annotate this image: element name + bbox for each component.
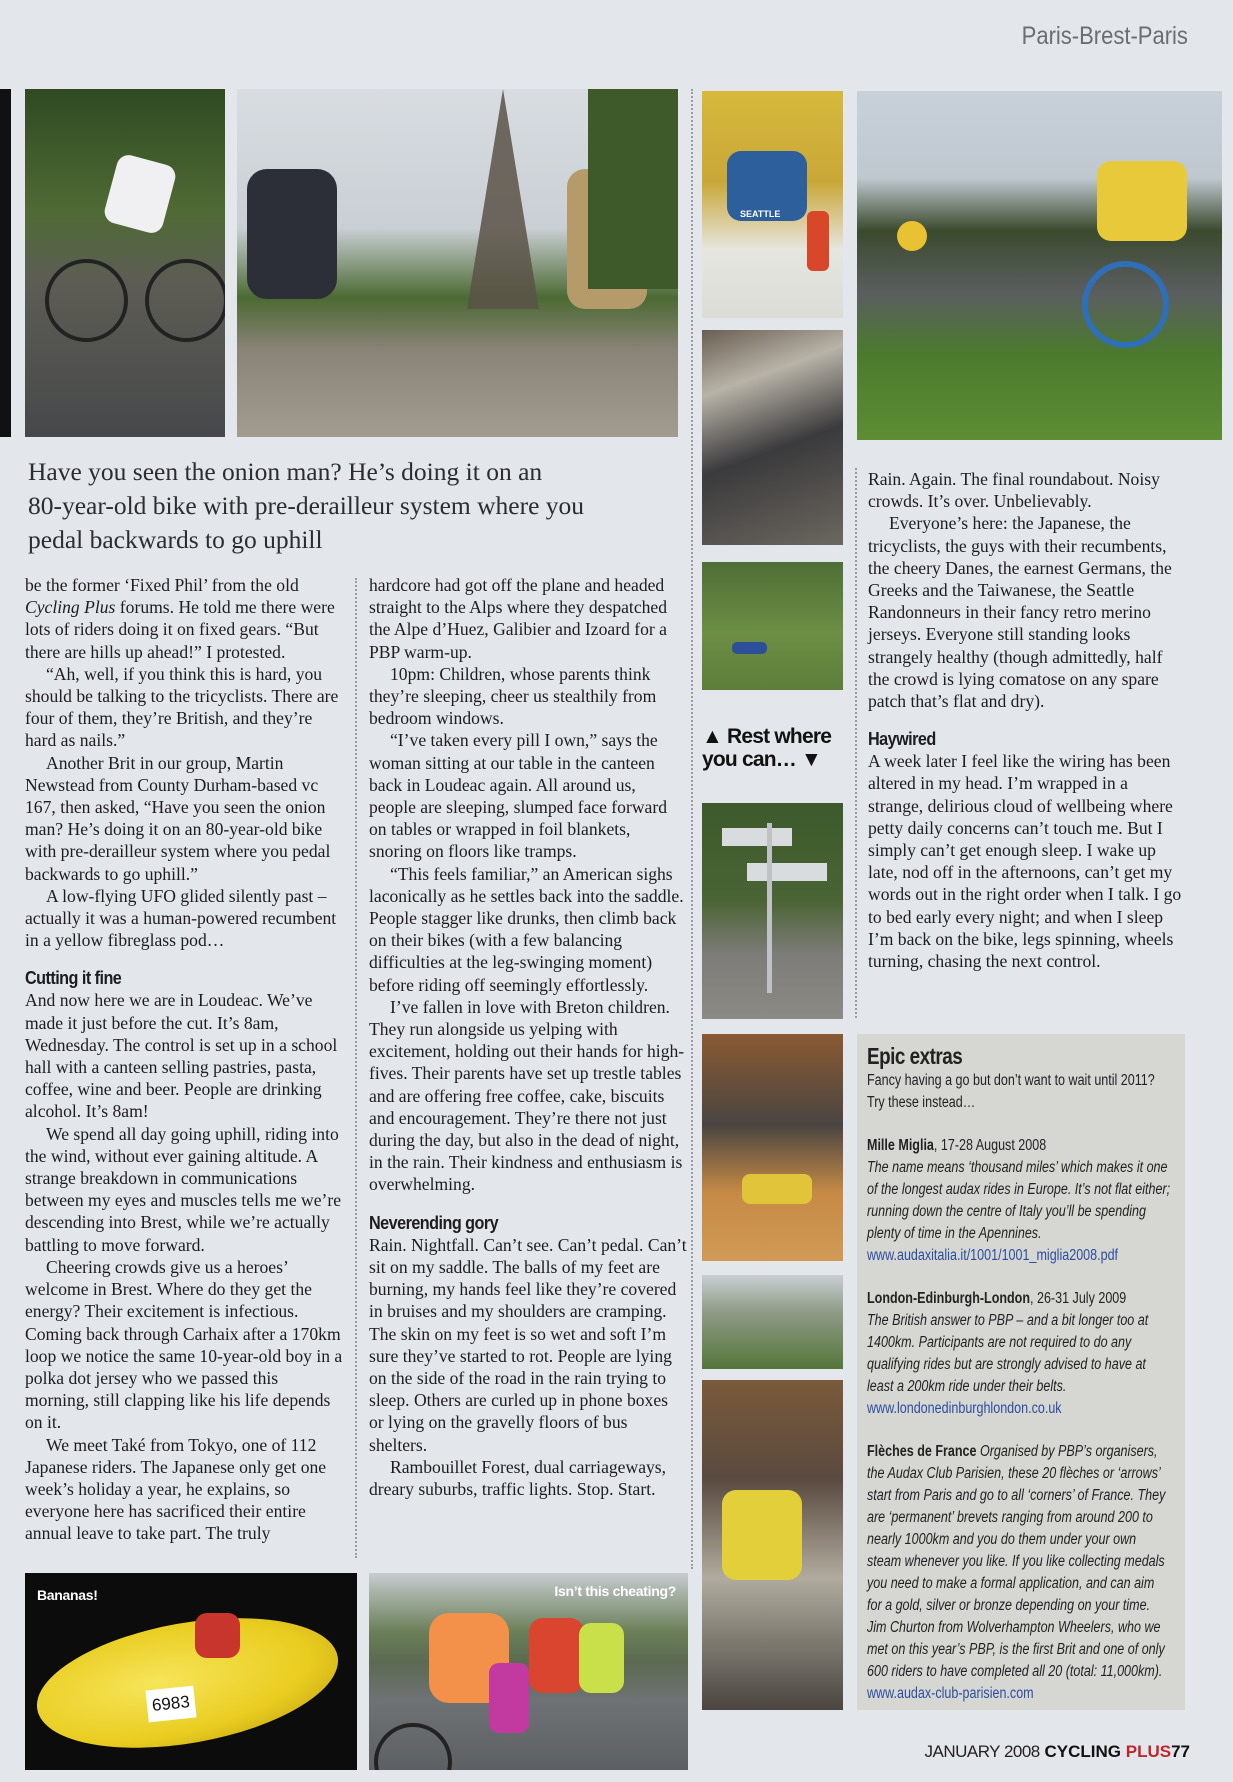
event-date: , 26-31 July 2009 — [1030, 1290, 1127, 1307]
paragraph: We meet Také from Tokyo, one of 112 Japanese riders. The Japanese only get one week’s holiday a year, he explains, so everyone here has sacrificed their entire annual leave to take part. The truly — [25, 1434, 327, 1544]
paragraph: “Ah, well, if you think this is hard, you should be talking to the tricyclists. There are four of them, they’re British, and they’re hard as nails.” — [25, 663, 339, 751]
body-column-3 — [868, 468, 1184, 972]
paragraph: Rain. Again. The final roundabout. Noisy crowds. It’s over. Unbelievably. — [868, 469, 1160, 512]
event-description: The British answer to PBP – and a bit longer too at 1400km. Participants are not required to do any qualifying rides but are strongly advised to have at least a 200km ride under their belts. — [867, 1312, 1149, 1395]
label-text: Rest where — [727, 725, 832, 748]
paragraph: Rain. Nightfall. Can’t see. Can’t pedal. Can’t sit on my saddle. The balls of my feet are burning, my hands feel like they’re covered in bruises and my shoulders are cramping. The skin on my feet is so wet and soft I’m sure they’ve started to rot. People are lying on the side of the road in the rain trying to sleep. Others are curled up in phone boxes or lying on the gravelly floors of bus shelters. — [369, 1234, 687, 1455]
issue-date: JANUARY 2008 — [924, 1742, 1040, 1761]
paragraph: hardcore had got off the plane and headed straight to the Alps where they despatched the Alpe d’Huez, Galibier and Izoard for a PBP warm-up. — [369, 575, 668, 662]
paragraph: Rambouillet Forest, dual carriageways, dreary suburbs, traffic lights. Stop. Start. — [369, 1456, 667, 1499]
page-footer — [924, 1742, 1190, 1762]
jersey-text: SEATTLE — [740, 209, 781, 219]
column-divider — [855, 468, 857, 1018]
pull-quote-line: 80-year-old bike with pre-derailleur system where you — [28, 491, 585, 520]
photo-seattle-rider-asleep — [702, 91, 843, 318]
race-number: 6983 — [145, 1686, 196, 1723]
photo-caption: Bananas! — [37, 1587, 98, 1603]
paragraph: Another Brit in our group, Martin Newstead from County Durham-based vc 167, then asked, “Have you seen the onion man? He’s doing it on an 80-year-old bike with pre-derailleur system where you pedal backwards to go uphill.” — [25, 752, 331, 884]
photo-cyclist-cutout-sign — [857, 91, 1222, 440]
event-date: , 17-28 August 2008 — [933, 1137, 1047, 1154]
paragraph: And now here we are in Loudeac. We’ve made it just before the cut. It’s 8am, Wednesday. The control is set up in a school hall with a canteen selling pastries, pasta, coffee, wine and beer. People are drinking alcohol. It’s 8am! — [25, 990, 338, 1122]
photo-foil-blanket-sleeper — [702, 330, 843, 545]
column-divider — [691, 89, 693, 1569]
paragraph — [25, 574, 343, 663]
up-triangle-icon: ▲ — [702, 725, 728, 748]
event-description: Organised by PBP’s organisers, the Audax Club Parisien, these 20 flèches or ‘arrows’ start from Paris and go to all ‘corners’ of France. They are ‘permanent’ brevets ranging from around 200 to nearly 1000km and you do them under your own steam whenever you like. If you like collecting medals you need to make a formal application, and can aim for a gold, silver or bronze depending on your time. Jim Churton from Wolverhampton Wheelers, who we met on this year’s PBP, is the first Brit and one of only 600 riders to have completed all 20 (total: 11,000km). — [867, 1443, 1166, 1680]
magazine-name-part1: CYCLING — [1044, 1742, 1121, 1761]
epic-extras-box — [857, 1034, 1185, 1710]
event-link[interactable]: www.audaxitalia.it/1001/1001_miglia2008.pdf — [867, 1247, 1119, 1264]
subheading: Cutting it fine — [25, 968, 122, 989]
event-description: The name means ‘thousand miles’ which makes it one of the longest audax rides in Europe. It’s not flat either; running down the centre of Italy you’ll be spending plenty of time in the Apennines. — [867, 1159, 1171, 1242]
page-number: 77 — [1171, 1742, 1190, 1761]
photo-foil-wrapped-rider — [702, 1380, 843, 1710]
paragraph: I’ve fallen in love with Breton children. They run alongside us yelping with excitement, holding out their hands for high-fives. Their parents have set up trestle tables and are offering free coffee, cake, biscuits and encouragement. They’re there not just during the day, but also in the dead of night, in the rain. Their kindness and enthusiasm is overwhelming. — [369, 996, 685, 1195]
text: forums. He told me there were lots of riders doing it on fixed gears. “But there are hills up ahead!” I protested. — [25, 597, 335, 662]
pull-quote-line: pedal backwards to go uphill — [28, 525, 323, 554]
subheading: Haywired — [868, 729, 936, 750]
event-name: Flèches de France — [867, 1443, 977, 1460]
event-entry — [867, 1441, 1170, 1705]
event-name: Mille Miglia — [867, 1137, 934, 1154]
box-intro: Fancy having a go but don’t want to wait until 2011? Try these instead… — [867, 1072, 1155, 1111]
paragraph: A week later I feel like the wiring has been altered in my head. I’m wrapped in a strange, delirious cloud of wellbeing where petty daily concerns can’t touch me. But I simply can’t get enough sleep. I wake up late, nod off in the afternoons, can’t get my words out in the right order when I talk. I go to bed early every night; and when I sleep I’m back on the bike, legs spinning, wheels turning, chasing the next control. — [868, 751, 1182, 972]
paragraph: “This feels familiar,” an American sighs laconically as he settles back into the saddle. People stagger like drunks, then climb back on their bikes (with a few balancing difficulties at the leg-swinging moment) before riding off seemingly effortlessly. — [369, 863, 684, 995]
photo-yellow-velomobile — [25, 1573, 357, 1770]
event-link[interactable]: www.londonedinburghlondon.co.uk — [867, 1400, 1062, 1417]
edge-strip — [0, 89, 11, 437]
photo-caption: Isn’t this cheating? — [554, 1583, 676, 1599]
body-column-2 — [369, 574, 687, 1500]
body-column-1 — [25, 574, 343, 1545]
photo-eiffel-tower-riders — [237, 89, 678, 437]
paragraph: We spend all day going uphill, riding into the wind, without ever gaining altitude. A strange breakdown in communications between my eyes and muscles tells me we’re descending into Brest, while we’re actually battling to move forward. — [25, 1123, 342, 1255]
box-title: Epic extras — [867, 1043, 963, 1069]
photo-triplet-tandem — [369, 1573, 688, 1770]
paragraph: Cheering crowds give us a heroes’ welcome in Brest. Where do they get the energy? Their excitement is infectious. Coming back through Carhaix after a 170km loop we notice the same 10-year-old boy in a polka dot jersey who we passed this morning, still clapping like his life depends on it. — [25, 1256, 343, 1433]
magazine-name-part2: PLUS — [1125, 1742, 1172, 1761]
photo-barefoot-rider — [25, 89, 225, 437]
event-name: London-Edinburgh-London — [867, 1290, 1031, 1307]
paragraph: 10pm: Children, whose parents think they’re sleeping, cheer us stealthily from bedroom windows. — [369, 663, 657, 729]
paragraph: Everyone’s here: the Japanese, the tricyclists, the guys with their recumbents, the cheery Danes, the earnest Germans, the Greeks and the Taiwanese, the Seattle Randonneurs in their fancy retro merino jerseys. Everyone still standing looks strangely healthy (though admittedly, half the crowd is lying comatose on any spare patch that’s flat and dry). — [868, 513, 1172, 712]
photo-bench-sleeper — [702, 1275, 843, 1369]
event-link[interactable]: www.audax-club-parisien.com — [867, 1685, 1034, 1702]
column-divider — [355, 578, 357, 1558]
photo-signpost-sleeper — [702, 803, 843, 1019]
photo-strip-label — [702, 725, 831, 771]
photo-sleeping-on-grass — [702, 562, 843, 690]
paragraph: “I’ve taken every pill I own,” says the woman sitting at our table in the canteen back in Loudeac again. All around us, people are sleeping, slumped face forward on tables or wrapped in foil blankets, snoring on floors like tramps. — [369, 730, 667, 862]
event-entry — [867, 1135, 1170, 1267]
event-entry — [867, 1288, 1170, 1420]
paragraph: A low-flying UFO glided silently past – actually it was a human-powered recumbent in a yellow fibreglass pod… — [25, 885, 337, 951]
pull-quote — [28, 455, 688, 557]
down-triangle-icon: ▼ — [795, 748, 821, 771]
section-title: Paris-Brest-Paris — [1021, 22, 1188, 50]
photo-gym-floor-sleeper — [702, 1034, 843, 1261]
text: be the former ‘Fixed Phil’ from the old — [25, 575, 299, 595]
subheading: Neverending gory — [369, 1212, 499, 1233]
magazine-name: Cycling Plus — [25, 597, 116, 618]
pull-quote-line: Have you seen the onion man? He’s doing it on an — [28, 457, 543, 486]
label-text: you can… — [702, 748, 796, 771]
